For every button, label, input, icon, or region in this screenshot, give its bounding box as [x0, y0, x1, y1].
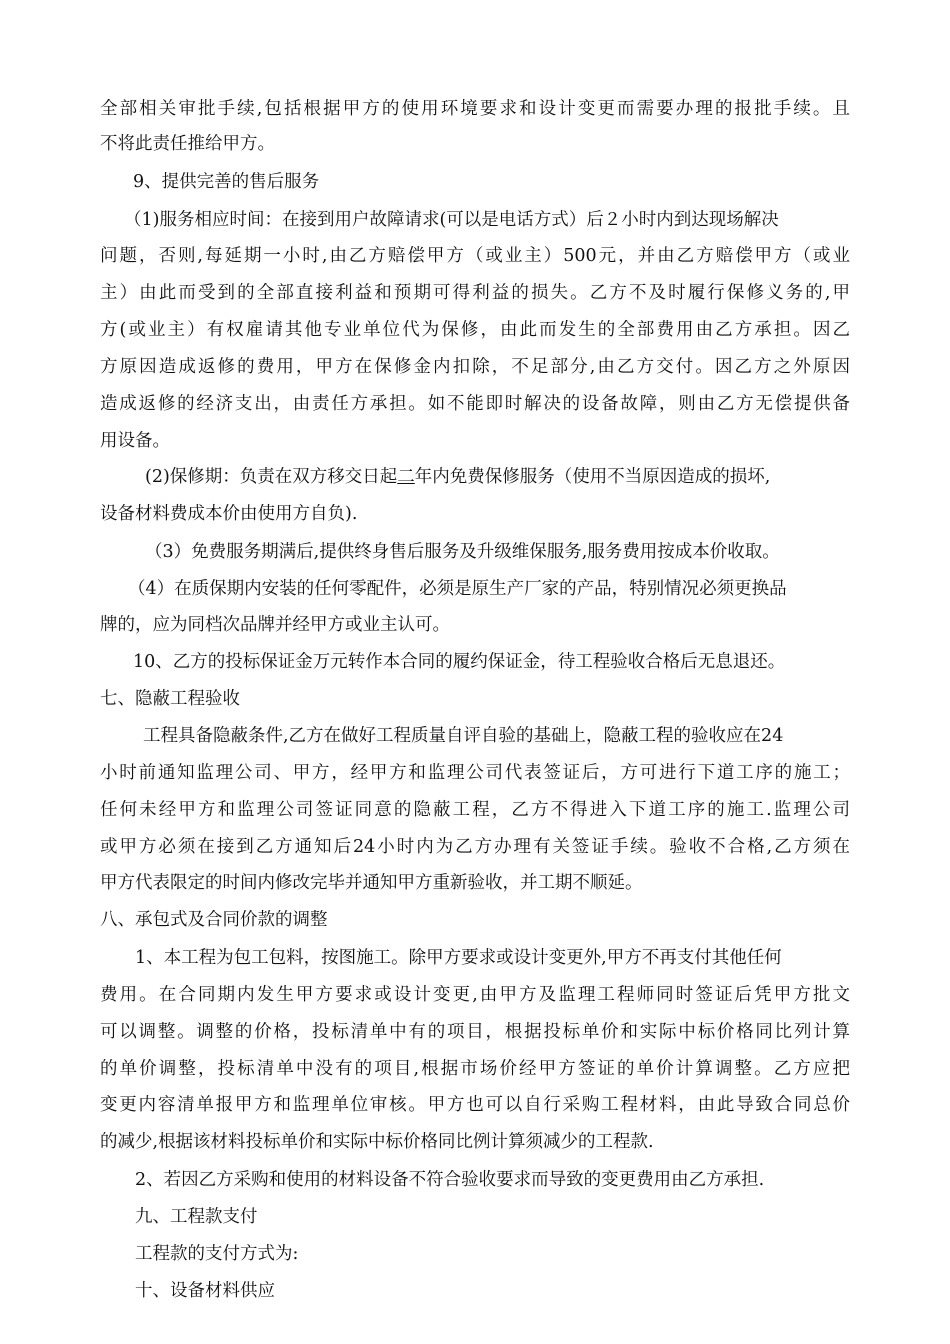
paragraph-line: 甲方代表限定的时间内修改完毕并通知甲方重新验收，并工期不顺延。 — [100, 873, 643, 893]
section-heading: 十、设备材料供应 — [135, 1281, 275, 1301]
paragraph-line: 不将此责任推给甲方。 — [100, 134, 275, 154]
paragraph-line: 小时前通知监理公司、甲方，经甲方和监理公司代表签证后，方可进行下道工序的施工； — [100, 763, 850, 783]
paragraph-line: 方原因造成返修的费用，甲方在保修金内扣除，不足部分,由乙方交付。因乙方之外原因 — [100, 357, 850, 377]
paragraph-line: 造成返修的经济支出，由责任方承担。如不能即时解决的设备故障，则由乙方无偿提供备 — [100, 394, 850, 414]
section-heading: 九、工程款支付 — [135, 1207, 258, 1227]
paragraph-line: 可以调整。调整的价格，投标清单中有的项目，根据投标单价和实际中标价格同比列计算 — [100, 1022, 850, 1042]
paragraph-line: 方(或业主）有权雇请其他专业单位代为保修，由此而发生的全部费用由乙方承担。因乙 — [100, 320, 850, 340]
section-heading: 八、承包式及合同价款的调整 — [100, 910, 328, 930]
section-heading: 9、提供完善的售后服务 — [133, 172, 320, 192]
paragraph-line: 或甲方必须在接到乙方通知后24小时内为乙方办理有关签证手续。验收不合格,乙方须在 — [100, 837, 850, 857]
paragraph-line — [145, 466, 770, 488]
underlined-years: 二 — [397, 467, 415, 487]
paragraph-line: 费用。在合同期内发生甲方要求或设计变更,由甲方及监理工程师同时签证后凭甲方批文 — [100, 985, 850, 1005]
paragraph-line: 变更内容清单报甲方和监理单位审核。甲方也可以自行采购工程材料，由此导致合同总价 — [100, 1095, 850, 1115]
paragraph-line: （3）免费服务期满后,提供终身售后服务及升级维保服务,服务费用按成本价收取。 — [145, 542, 780, 562]
text-segment: 年内免费保修服务（使用不当原因造成的损坏, — [414, 467, 771, 487]
paragraph-line: 的单价调整，投标清单中没有的项目,根据市场价经甲方签证的单价计算调整。乙方应把 — [100, 1059, 850, 1079]
paragraph-line: （1)服务相应时间：在接到用户故障请求(可以是电话方式）后２小时内到达现场解决 — [124, 210, 779, 230]
paragraph-line: 10、乙方的投标保证金万元转作本合同的履约保证金，待工程验收合格后无息退还。 — [133, 652, 786, 672]
paragraph-line: 2、若因乙方采购和使用的材料设备不符合验收要求而导致的变更费用由乙方承担. — [135, 1170, 765, 1190]
paragraph-line: 任何未经甲方和监理公司签证同意的隐蔽工程，乙方不得进入下道工序的施工.监理公司 — [100, 800, 850, 820]
section-heading: 七、隐蔽工程验收 — [100, 689, 240, 709]
paragraph-line: 工程具备隐蔽条件,乙方在做好工程质量自评自验的基础上，隐蔽工程的验收应在24 — [143, 726, 784, 746]
paragraph-line: 设备材料费成本价由使用方自负). — [100, 504, 358, 524]
paragraph-line: 的减少,根据该材料投标单价和实际中标价格同比例计算须减少的工程款. — [100, 1132, 654, 1152]
paragraph-line: 问题，否则,每延期一小时,由乙方赔偿甲方（或业主）500元，并由乙方赔偿甲方（或业 — [100, 246, 850, 266]
paragraph-line: 用设备。 — [100, 431, 170, 451]
paragraph-line: 主）由此而受到的全部直接利益和预期可得利益的损失。乙方不及时履行保修义务的,甲 — [100, 283, 850, 303]
paragraph-line: 牌的，应为同档次品牌并经甲方或业主认可。 — [100, 615, 450, 635]
text-segment: (2)保修期：负责在双方移交日起 — [145, 467, 398, 487]
paragraph-line: 1、本工程为包工包料，按图施工。除甲方要求或设计变更外,甲方不再支付其他任何 — [135, 948, 782, 968]
paragraph-line: （4）在质保期内安装的任何零配件，必须是原生产厂家的产品，特别情况必须更换品 — [128, 579, 787, 599]
paragraph-line: 全部相关审批手续,包括根据甲方的使用环境要求和设计变更而需要办理的报批手续。且 — [100, 99, 850, 119]
paragraph-line: 工程款的支付方式为: — [135, 1244, 299, 1264]
